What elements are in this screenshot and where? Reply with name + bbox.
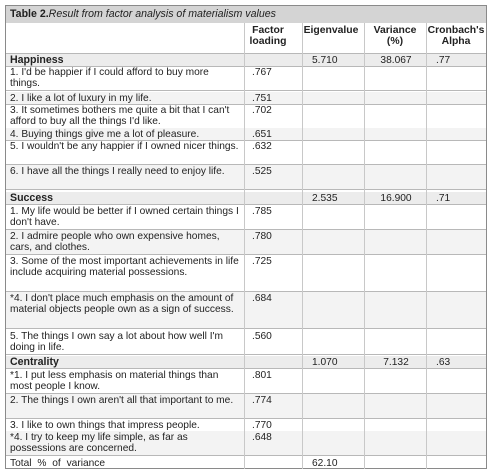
item-loading: .780 bbox=[252, 231, 272, 242]
item-text: *1. I put less emphasis on material things than most people I know. bbox=[10, 370, 219, 392]
item-loading: .648 bbox=[252, 432, 272, 443]
column-divider bbox=[302, 23, 303, 469]
column-divider bbox=[364, 23, 365, 469]
table-caption bbox=[6, 6, 486, 23]
alpha-success: .71 bbox=[436, 193, 451, 204]
item-loading: .774 bbox=[252, 395, 272, 406]
item-text: 3. I like to own things that impress people. bbox=[10, 420, 200, 431]
item-loading: .632 bbox=[252, 141, 272, 152]
eigenvalue-happiness: 5.710 bbox=[312, 55, 338, 66]
item-text: 1. My life would be better if I owned certain things I don't have. bbox=[10, 206, 239, 228]
item-text: 4. Buying things give me a lot of pleasure. bbox=[10, 129, 200, 140]
header-cronbachs-alpha: Cronbach's Alpha bbox=[427, 25, 485, 47]
variance-centrality: 7.132 bbox=[383, 357, 409, 368]
item-loading: .770 bbox=[252, 420, 272, 431]
item-text: 2. I like a lot of luxury in my life. bbox=[10, 93, 152, 104]
row-divider bbox=[6, 328, 486, 329]
variance-success: 16.900 bbox=[380, 193, 412, 204]
header-eigenvalue: Eigenvalue bbox=[303, 25, 359, 36]
eigenvalue-success: 2.535 bbox=[312, 193, 338, 204]
table-caption-title: Result from factor analysis of materialism values bbox=[48, 8, 276, 20]
category-success: Success bbox=[10, 192, 53, 204]
row-divider bbox=[6, 90, 486, 91]
item-loading: .801 bbox=[252, 370, 272, 381]
header-factor-loading: Factor loading bbox=[249, 25, 287, 47]
total-label: Total % of variance bbox=[10, 458, 106, 469]
row-divider bbox=[6, 455, 486, 456]
item-text: *4. I try to keep my life simple, as far as possessions are concerned. bbox=[10, 432, 188, 454]
alpha-centrality: .63 bbox=[436, 357, 451, 368]
item-loading: .725 bbox=[252, 256, 272, 267]
column-divider bbox=[426, 23, 427, 469]
row-divider bbox=[6, 368, 486, 369]
item-text: 3. It sometimes bothers me quite a bit that I can't afford to buy all the things I'd like. bbox=[10, 105, 230, 127]
item-loading: .785 bbox=[252, 206, 272, 217]
item-loading: .525 bbox=[252, 166, 272, 177]
item-loading: .651 bbox=[252, 129, 272, 140]
item-text: 2. The things I own aren't all that important to me. bbox=[10, 395, 234, 406]
factor-analysis-table bbox=[5, 5, 487, 469]
category-happiness: Happiness bbox=[10, 54, 64, 66]
item-text: 5. The things I own say a lot about how well I'm doing in life. bbox=[10, 331, 223, 353]
column-divider bbox=[244, 23, 245, 469]
row-divider bbox=[6, 418, 486, 419]
eigenvalue-centrality: 1.070 bbox=[312, 357, 338, 368]
item-text: 5. I wouldn't be any happier if I owned nicer things. bbox=[10, 141, 239, 152]
variance-happiness: 38.067 bbox=[380, 55, 412, 66]
row-divider bbox=[6, 254, 486, 255]
total-value: 62.10 bbox=[312, 458, 338, 469]
alpha-happiness: .77 bbox=[436, 55, 451, 66]
item-text: 2. I admire people who own expensive homes, cars, and clothes. bbox=[10, 231, 220, 253]
item-text: *4. I don't place much emphasis on the amount of material objects people own as a sign of success. bbox=[10, 293, 234, 315]
item-text: 1. I'd be happier if I could afford to buy more things. bbox=[10, 67, 209, 89]
item-loading: .684 bbox=[252, 293, 272, 304]
category-centrality: Centrality bbox=[10, 356, 59, 368]
item-loading: .767 bbox=[252, 67, 272, 78]
row-divider bbox=[6, 189, 486, 190]
row-divider bbox=[6, 354, 486, 355]
item-loading: .702 bbox=[252, 105, 272, 116]
item-loading: .751 bbox=[252, 93, 272, 104]
table-caption-label: Table 2. bbox=[10, 8, 49, 20]
item-text: 3. Some of the most important achievements in life include acquiring material possessions. bbox=[10, 256, 239, 278]
row-divider bbox=[6, 204, 486, 205]
header-variance: Variance (%) bbox=[373, 25, 417, 47]
item-text: 6. I have all the things I really need to enjoy life. bbox=[10, 166, 225, 177]
item-loading: .560 bbox=[252, 331, 272, 342]
